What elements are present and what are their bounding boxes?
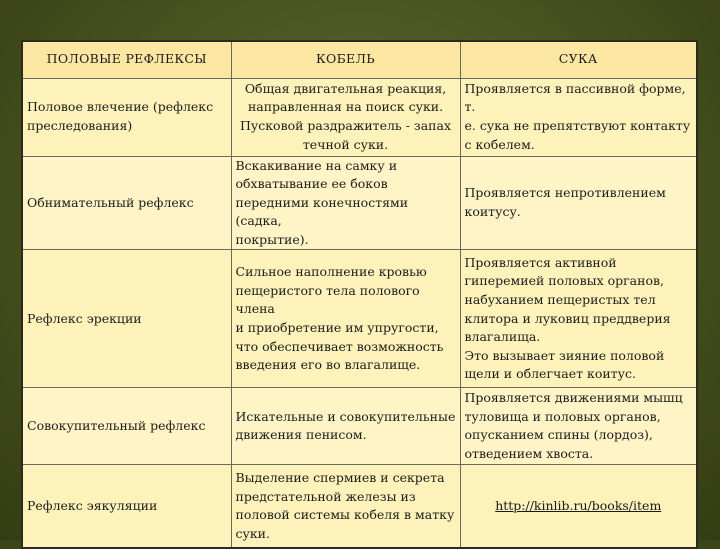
- male-description: Выделение спермиев и секрета предстательной железы из половой системы кобеля в матку суки.: [231, 465, 460, 548]
- table-row: [22, 388, 697, 465]
- male-description: Сильное наполнение кровью пещеристого тела полового члена и приобретение им упругости, что обеспечивает возможность введения его во влагалище.: [231, 250, 460, 388]
- table-row: [22, 250, 697, 388]
- header-male: КОБЕЛЬ: [231, 41, 460, 78]
- header-reflexes: ПОЛОВЫЕ РЕФЛЕКСЫ: [22, 41, 231, 78]
- source-link-cell: [460, 465, 697, 548]
- reflex-name: Совокупительный рефлекс: [22, 388, 231, 465]
- female-description: Проявляется активной гиперемией половых органов, набуханием пещеристых тел клитора и луковиц преддверия влагалища. Это вызывает зияние половой щели и облегчает коитус.: [460, 250, 697, 388]
- reflexes-table: [21, 40, 698, 549]
- reflex-name: Половое влечение (рефлекс преследования): [22, 78, 231, 156]
- female-description: Проявляется непротивлением коитусу.: [460, 156, 697, 250]
- reflex-name: Обнимательный рефлекс: [22, 156, 231, 250]
- source-link[interactable]: http://kinlib.ru/books/item: [495, 497, 662, 513]
- female-description: Проявляется движениями мышц туловища и половых органов, опусканием спины (лордоз), отведением хвоста.: [460, 388, 697, 465]
- male-description: Искательные и совокупительные движения пенисом.: [231, 388, 460, 465]
- table-row: [22, 78, 697, 156]
- reflex-name: Рефлекс эрекции: [22, 250, 231, 388]
- header-female: СУКА: [460, 41, 697, 78]
- reflex-name: Рефлекс эякуляции: [22, 465, 231, 548]
- male-description: Вскакивание на самку и обхватывание ее боков передними конечностями (садка, покрытие).: [231, 156, 460, 250]
- female-description: Проявляется в пассивной форме, т. е. сука не препятствуют контакту с кобелем.: [460, 78, 697, 156]
- table-header-row: [22, 41, 697, 78]
- table-row: [22, 156, 697, 250]
- male-description: Общая двигательная реакция, направленная на поиск суки. Пусковой раздражитель - запах течной суки.: [231, 78, 460, 156]
- table-row: [22, 465, 697, 548]
